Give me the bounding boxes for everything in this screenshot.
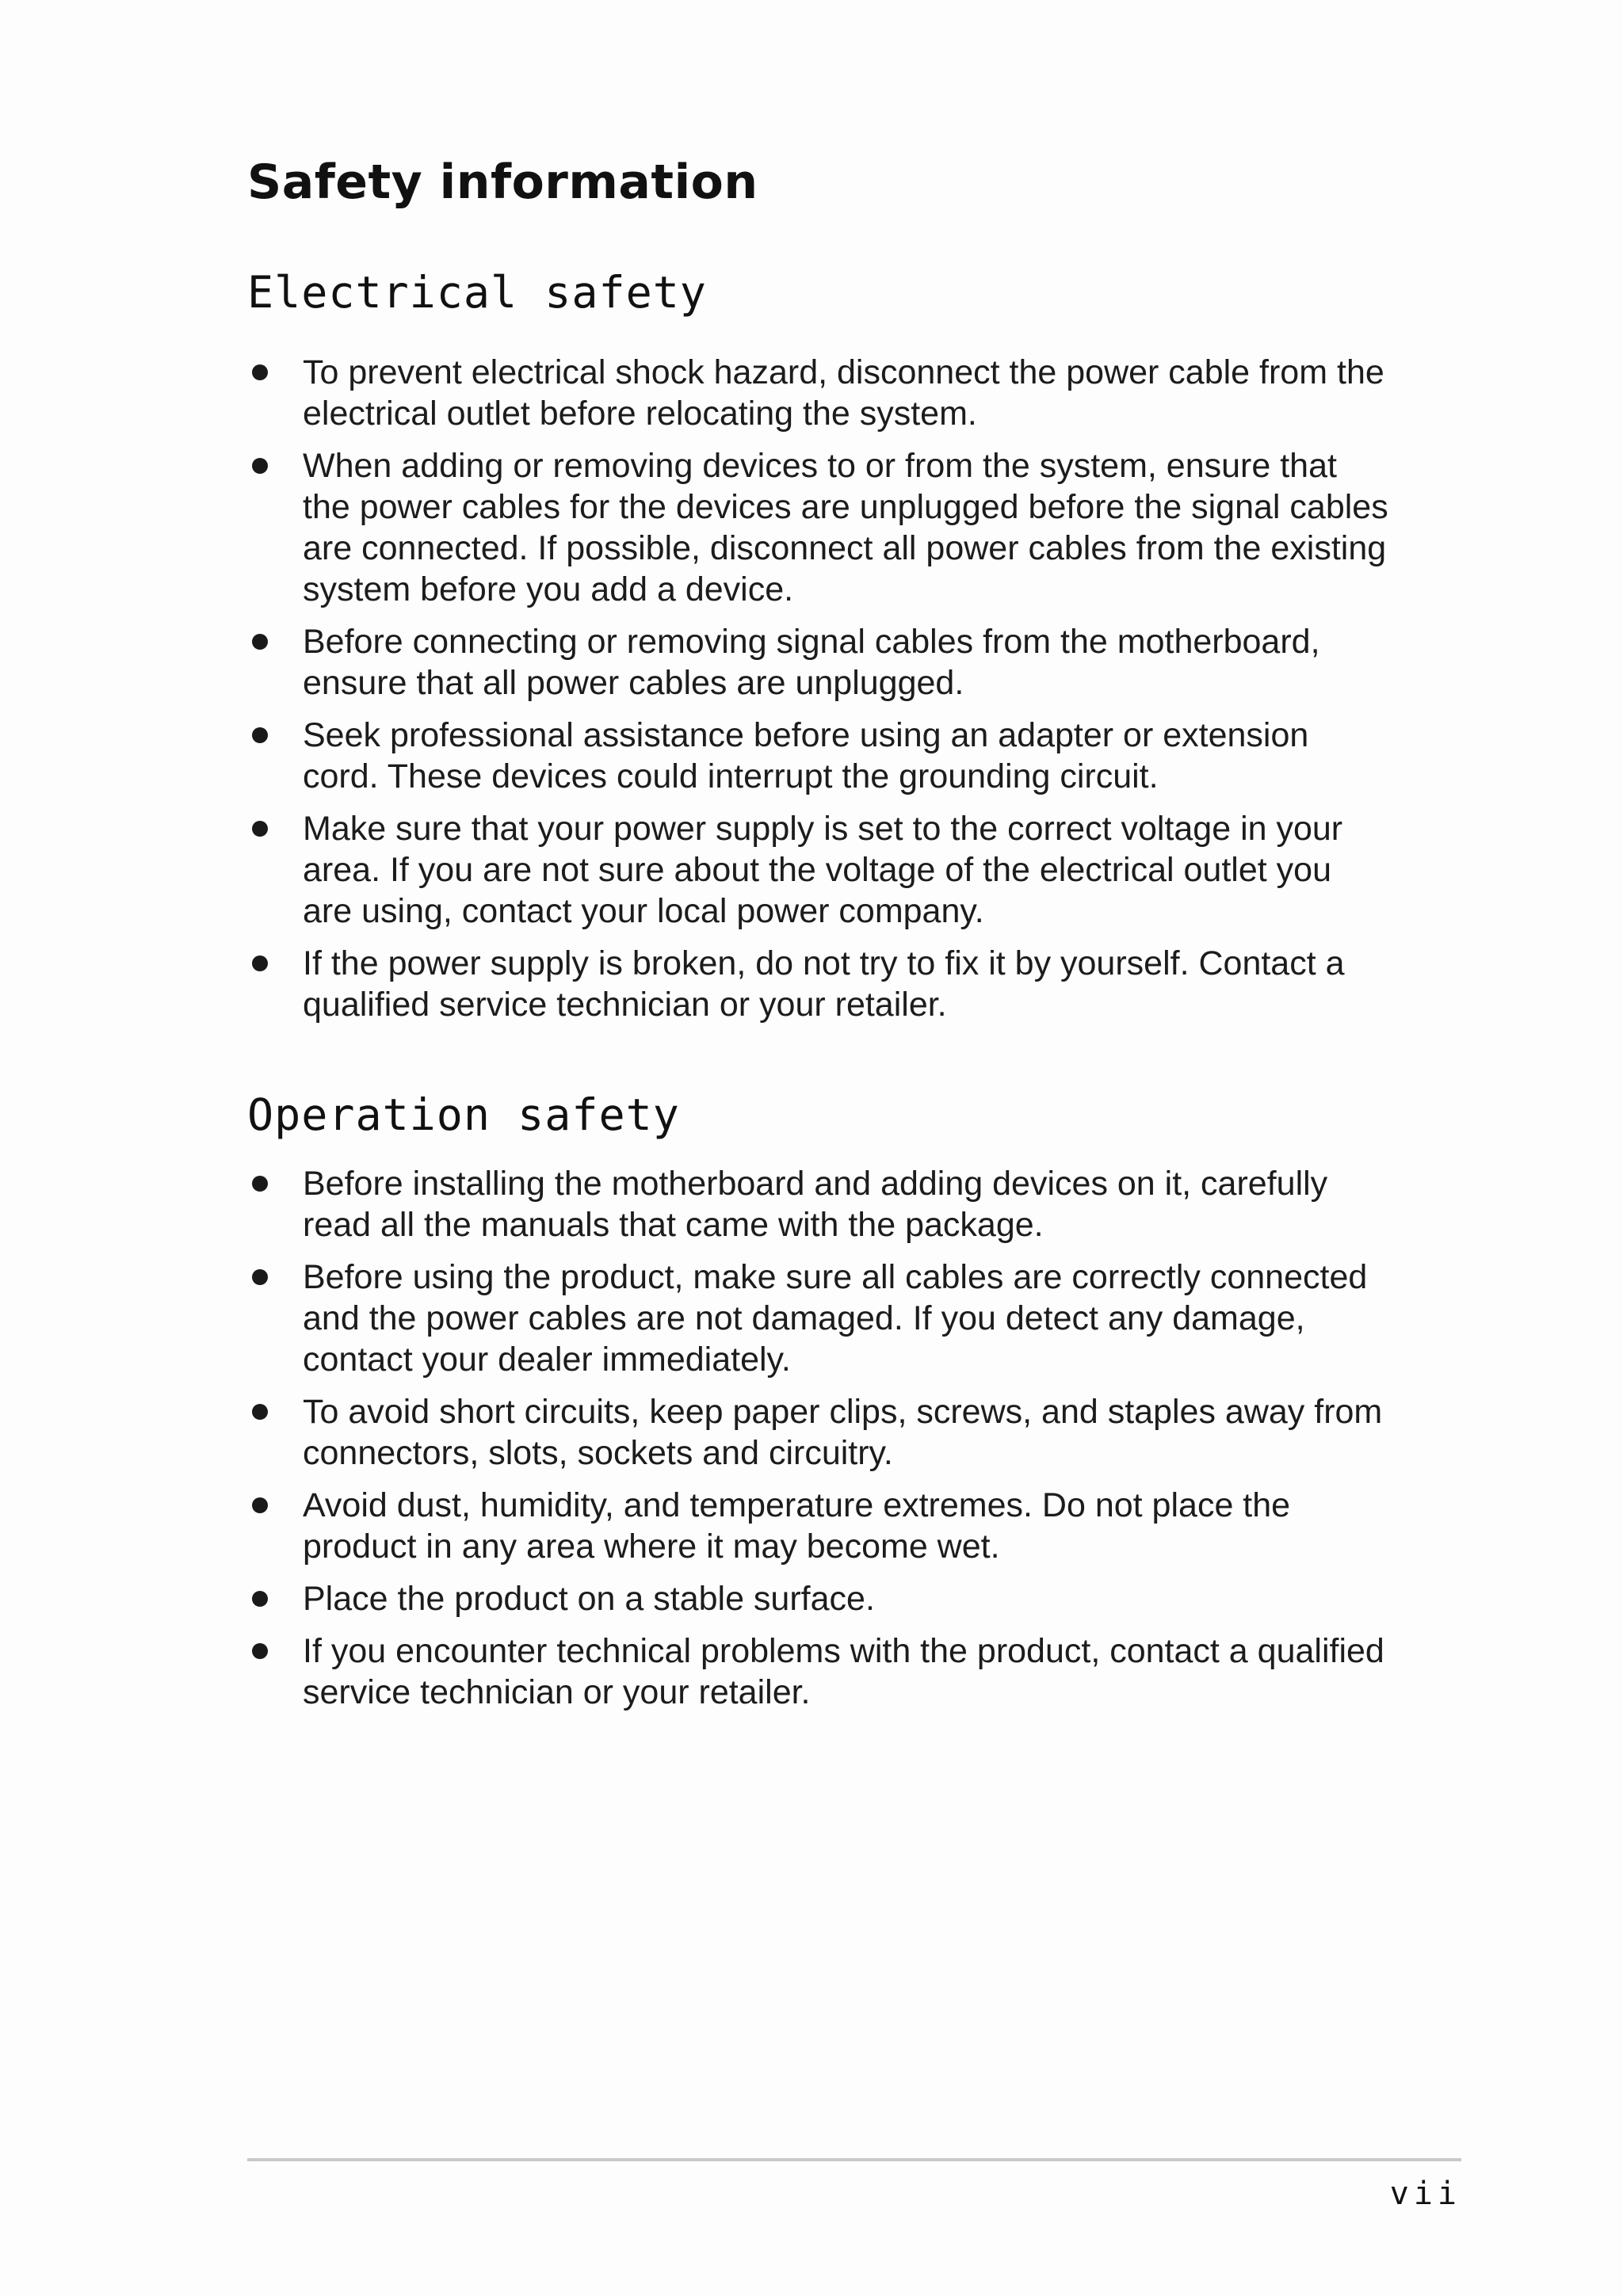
list-item: [247, 1163, 1388, 1245]
list-item-text: When adding or removing devices to or from the system, ensure that the power cables for the devices are unplugged before the signal cables are connected. If possible, disconnect all power cables from the existing system before you add a device.: [303, 447, 1388, 608]
list-item: [247, 1630, 1388, 1713]
list-item: [247, 1257, 1388, 1380]
bullet-icon: [252, 1404, 268, 1420]
page-content: [247, 151, 1388, 1724]
bullet-icon: [252, 634, 268, 650]
list-item-text: To prevent electrical shock hazard, disconnect the power cable from the electrical outlet before relocating the system.: [303, 353, 1384, 433]
list-item: [247, 943, 1388, 1025]
bullet-icon: [252, 364, 268, 380]
list-item-text: To avoid short circuits, keep paper clips, screws, and staples away from connectors, slots, sockets and circuitry.: [303, 1393, 1383, 1472]
bullet-icon: [252, 955, 268, 971]
page-number: vii: [1389, 2176, 1461, 2212]
page-title: Safety information: [247, 154, 758, 210]
bullet-icon: [252, 458, 268, 474]
bullet-icon: [252, 1176, 268, 1192]
list-item: [247, 1578, 1388, 1619]
list-item: [247, 621, 1388, 704]
bullet-icon: [252, 1643, 268, 1659]
bullet-icon: [252, 727, 268, 743]
electrical-safety-list: [247, 352, 1388, 1025]
list-item-text: Seek professional assistance before using an adapter or extension cord. These devices could interrupt the grounding circuit.: [303, 716, 1309, 795]
list-item-text: Avoid dust, humidity, and temperature extremes. Do not place the product in any area where it may become wet.: [303, 1486, 1291, 1566]
list-item: [247, 352, 1388, 434]
list-item: [247, 445, 1388, 610]
operation-safety-list: [247, 1163, 1388, 1713]
list-item-text: If the power supply is broken, do not try to fix it by yourself. Contact a qualified service technician or your retailer.: [303, 944, 1345, 1024]
list-item: [247, 715, 1388, 797]
bullet-icon: [252, 1591, 268, 1607]
section-heading-operation-safety: Operation safety: [247, 1089, 680, 1140]
bullet-icon: [252, 821, 268, 837]
list-item-text: Place the product on a stable surface.: [303, 1580, 875, 1618]
footer-divider: [247, 2158, 1461, 2161]
list-item-text: Before connecting or removing signal cables from the motherboard, ensure that all power cables are unplugged.: [303, 623, 1320, 702]
list-item-text: If you encounter technical problems with the product, contact a qualified service technician or your retailer.: [303, 1632, 1384, 1711]
list-item-text: Before using the product, make sure all cables are correctly connected and the power cables are not damaged. If you detect any damage, contact your dealer immediately.: [303, 1258, 1368, 1379]
list-item: [247, 1391, 1388, 1474]
section-heading-electrical-safety: Electrical safety: [247, 267, 707, 318]
bullet-icon: [252, 1497, 268, 1513]
list-item: [247, 1485, 1388, 1567]
list-item: [247, 808, 1388, 932]
list-item-text: Make sure that your power supply is set to the correct voltage in your area. If you are not sure about the voltage of the electrical outlet you are using, contact your local power company.: [303, 810, 1343, 930]
list-item-text: Before installing the motherboard and adding devices on it, carefully read all the manuals that came with the package.: [303, 1165, 1328, 1244]
bullet-icon: [252, 1269, 268, 1285]
